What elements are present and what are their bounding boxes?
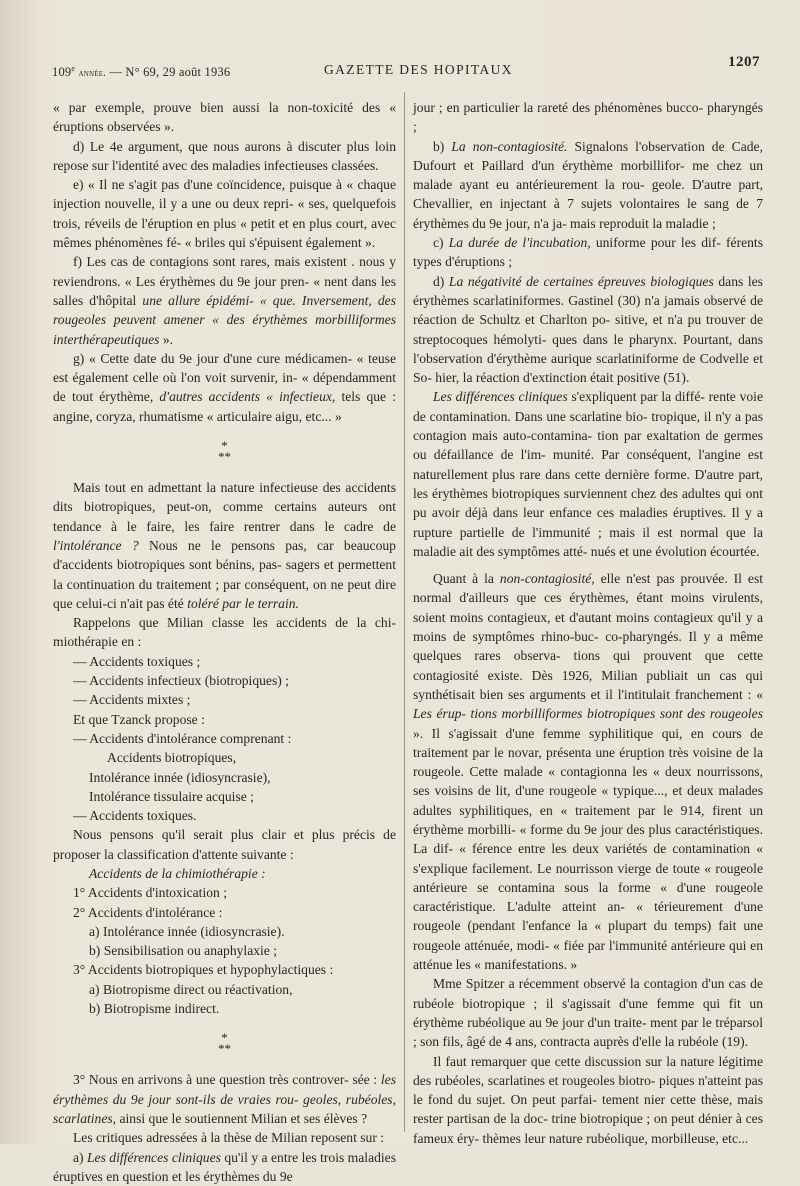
list-item: — Accidents d'intolérance comprenant :: [73, 730, 292, 746]
paragraph: Mais tout en admettant la nature infectieuse des accidents dits biotropiques, peut-on, comme certains auteurs ont tendance à le faire, les faire rentrer dans le cadre de l'intolérance ? Nous ne le pensons pas, car beaucoup d'accidents biotropiques sont bénins, pas- sagers et permettent la continuation du traitement ; par conséquent, on ne peut dire que celui-ci n'ait pas été toléré par le terrain.: [53, 480, 396, 611]
list-item: b) Biotropisme indirect.: [89, 1001, 220, 1017]
left-column: [53, 98, 396, 1186]
list-item: a) Intolérance innée (idiosyncrasie).: [89, 923, 285, 939]
volume-number: 109: [52, 65, 72, 80]
list-item: 1° Accidents d'intoxication ;: [73, 885, 227, 901]
paragraph: 3° Nous en arrivons à une question très controver- sée : les érythèmes du 9e jour sont-ils de vraies rou- geoles, rubéoles, scarlatines, ainsi que le soutiennent Milian et ses élèves ?: [53, 1072, 396, 1126]
paragraph: Quant à la non-contagiosité, elle n'est pas prouvée. Il est normal d'ailleurs que ces érythèmes, étant moins virulents, soient moins contagieux, et d'autant moins contagieux qu'il y a moins de symptômes rhino-buc- co-pharyngés. Il y a même quelques rares observa- tions qui prouvent que cette contagiosité existe. Dès 1926, Milian publiait un cas qui synthétisait bien ses arguments et il l'intitulait franchement : « Les érup- tions morbilliformes biotropiques sont des rougeoles ». Il s'agissait d'une femme syphilitique qui, en cours de traitement par le novar, présenta une éruption très voisine de la rougeole. Cette malade « contagionna les « deux nourrissons, ses voisins de lit, d'une rougeole « typique..., et deux malades adultes syphilitiques, en « traitement par le 914, firent un érythème morbilli- « forme du 9e jour des plus caractéristiques. La dif- « férence entre les deux variétés de contamination « s'explique facilement. Le nourrisson vierge de toute « rougeole antérieure se contamina sous la forme « d'une rougeole caractéristique. L'adulte atteint an- « térieurement d'une rougeole (pendant l'enfance la « plupart du temps) fait une rougeole atténuée, modi- « fiée par l'immunité antérieure qui en atténue les « manifestations. »: [413, 571, 764, 973]
year-label: année.: [78, 68, 106, 80]
page-header: [52, 54, 768, 84]
paragraph: c) La durée de l'incubation, uniforme pour les dif- férents types d'éruptions ;: [413, 235, 764, 270]
volume-suffix: e: [71, 64, 76, 73]
list-item: — Accidents toxiques ;: [73, 653, 201, 669]
paragraph: e) « Il ne s'agit pas d'une coïncidence, puisque à « chaque injection nouvelle, il y a une ou deux repri- « ses, quelquefois trois, réveils de l'éruption en plus « petit et en plus court, avec mêmes phénomènes fé- « briles qui s'épuisent également ».: [53, 177, 396, 251]
classification-title: Accidents de la chimiothérapie :: [89, 865, 266, 881]
spacer: [413, 561, 763, 569]
paragraph: Les différences cliniques s'expliquent par la diffé- rente voie de contamination. Dans une scarlatine bio- tropique, il n'y a pas contagion mais auto-contamina- tion par exaltation de germes ou défaillance de l'im- munité. Par conséquent, l'angine est naturellement plus rare dans cette dernière forme. D'autre part, les érythèmes biotropiques surviennent chez des adultes qui ont pu avoir déjà dans leur enfance ces maladies éruptives. Il y a rupture partielle de l'immunité ; mais il est normal que la maladie ait des symptômes atté- nués et une évolution écourtée.: [413, 389, 763, 559]
list-item: 3° Accidents biotropiques et hypophylactiques :: [73, 962, 334, 978]
paragraph: d) La négativité de certaines épreuves biologiques dans les érythèmes scarlatiniformes. Gastinel (30) n'a jamais observé de réaction de Schultz et Charlton po- sitive, et n'a pu trouver de streptocoques hémolyti- ques dans le pharynx. Pourtant, dans l'observation d'érythème aurique scarlatiniforme de Codvelle et So- hier, la réaction d'extinction était positive (51).: [413, 273, 763, 386]
journal-title: GAZETTE DES HOPITAUX: [324, 62, 513, 77]
section-separator: * **: [218, 438, 231, 465]
paragraph: Nous pensons qu'il serait plus clair et plus précis de proposer la classification d'attente suivante :: [53, 827, 396, 862]
list-item: Accidents biotropiques,: [107, 750, 237, 766]
issue-date: — N° 69, 29 août 1936: [109, 65, 231, 80]
column-divider: [404, 92, 405, 1132]
paragraph: a) Les différences cliniques qu'il y a entre les trois maladies éruptives en question et les érythèmes du 9e: [53, 1149, 396, 1184]
paragraph: Il faut remarquer que cette discussion sur la nature légitime des rubéoles, scarlatines et rougeoles biotro- piques n'atteint pas le fond du sujet. On peut parfai- tement nier cette thèse, mais rester partisan de la doc- trine biotropique ; on peut dénier à ces fameux éry- thèmes leur nature rubéolique, morbilleuse, etc...: [413, 1053, 763, 1146]
list-item: Intolérance innée (idiosyncrasie),: [89, 769, 271, 785]
list-item: — Accidents infectieux (biotropiques) ;: [73, 673, 289, 689]
paragraph: g) « Cette date du 9e jour d'une cure médicamen- « teuse est également celle où l'on voit survenir, in- « dépendamment de tout érythème, d'autres accidents « infectieux, tels que : angine, coryza, rhumatisme « articulaire aigu, etc... »: [53, 350, 396, 424]
section-separator: * **: [218, 1030, 231, 1057]
paragraph: « par exemple, prouve bien aussi la non-toxicité des « éruptions observées ».: [53, 100, 396, 135]
right-column: [413, 98, 763, 1148]
page-number: 1207: [728, 54, 760, 70]
list-item: a) Biotropisme direct ou réactivation,: [89, 981, 293, 997]
paragraph: d) Le 4e argument, que nous aurons à discuter plus loin repose sur l'identité avec des maladies infectieuses classées.: [53, 138, 396, 173]
paragraph: f) Les cas de contagions sont rares, mais existent . nous y reviendrons. « Les érythèmes du 9e jour pren- « nent dans les salles d'hôpital une allure épidémi- « que. Inversement, des rougeoles peuvent amener « des érythèmes morbilliformes interthérapeutiques ».: [53, 254, 396, 347]
paragraph: jour ; en particulier la rareté des phénomènes bucco- pharyngés ;: [413, 100, 763, 135]
list-item: Intolérance tissulaire acquise ;: [89, 788, 254, 804]
paragraph: Mme Spitzer a récemment observé la contagion d'un cas de rubéole biotropique ; il s'agissait d'une femme qui fit un érythème rubéolique au 9e jour d'un traite- ment par le tréparsol ; son fils, âgé de 4 ans, contracta auprès d'elle la rubéole (19).: [413, 976, 763, 1050]
paragraph: Les critiques adressées à la thèse de Milian reposent sur :: [73, 1130, 385, 1146]
list-item: — Accidents mixtes ;: [73, 692, 191, 708]
list-item: 2° Accidents d'intolérance :: [73, 904, 223, 920]
list-item: b) Sensibilisation ou anaphylaxie ;: [89, 943, 278, 959]
paragraph: Et que Tzanck propose :: [73, 711, 205, 727]
paragraph: b) La non-contagiosité. Signalons l'observation de Cade, Dufourt et Paillard d'un érythème morbillifor- me chez un malade ayant eu antérieurement la rou- geole. D'autre part, Chevallier, en injectant à 7 sujets volontaires le sang de 7 érythèmes du 9e jour, n'a ja- mais reproduit la maladie ;: [413, 138, 763, 231]
paragraph: Rappelons que Milian classe les accidents de la chi- miothérapie en :: [53, 615, 396, 650]
issue-info: [52, 64, 230, 80]
list-item: — Accidents toxiques.: [73, 808, 197, 824]
